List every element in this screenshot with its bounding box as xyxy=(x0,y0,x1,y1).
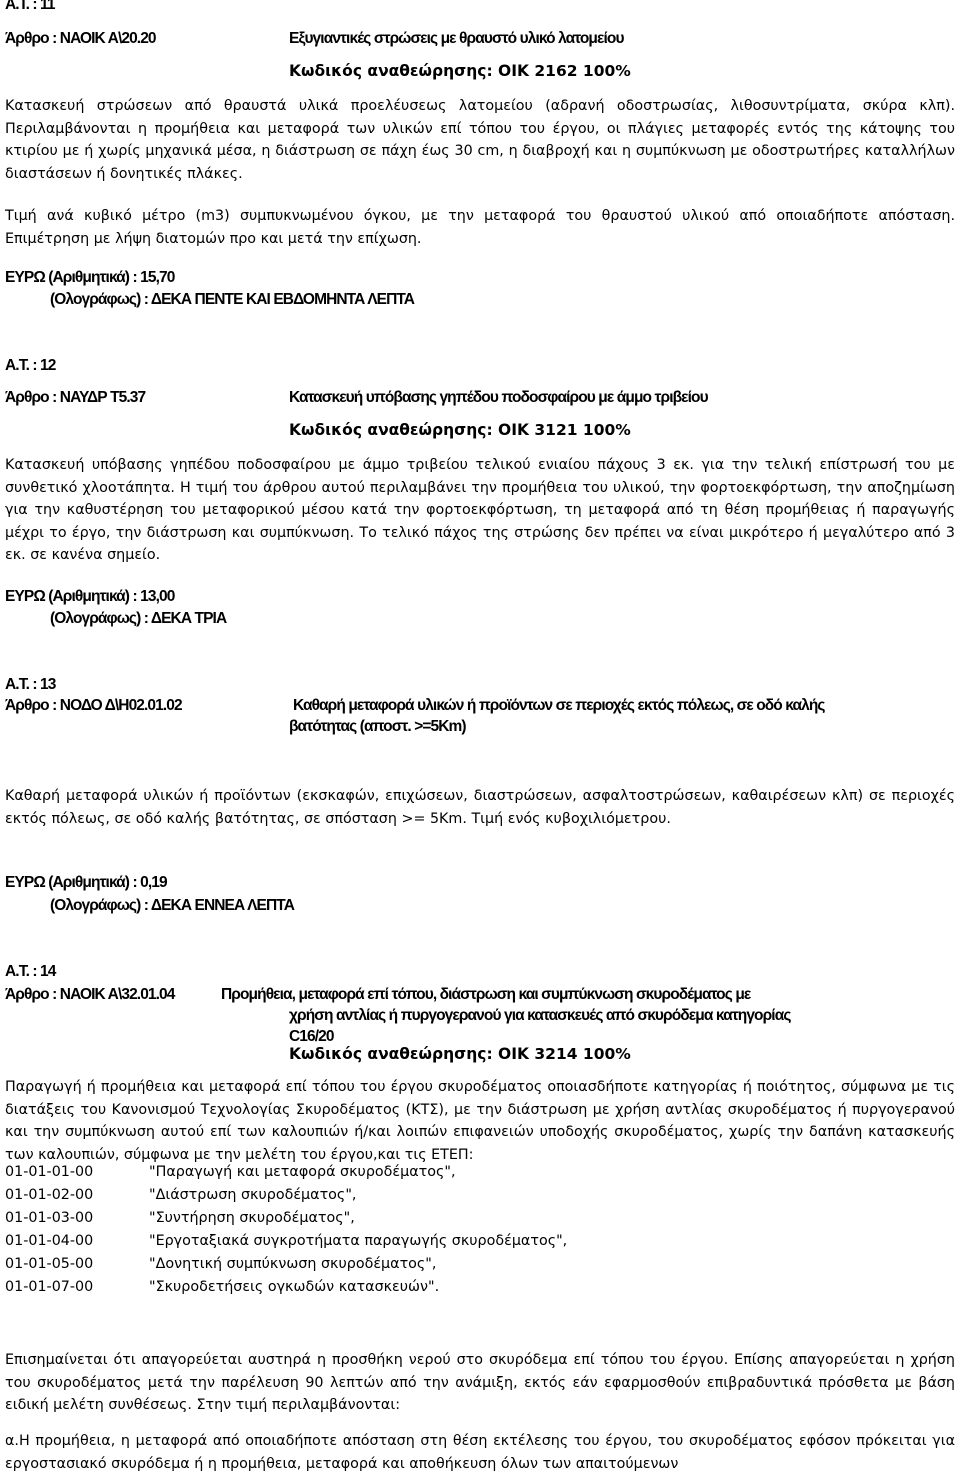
spec-text: "Εργοταξιακά συγκροτήματα παραγωγής σκυροδέματος", xyxy=(149,1233,568,1249)
item-11-description: Κατασκευή στρώσεων από θραυστά υλικά προελέυσεως λατομείου (αδρανή οδοστρωσίας, λιθοσυντρίματα, σκύρα κλπ). Περιλαμβάνονται η προμήθεια και μεταφορά των υλικών επί τόπου του έργου, οι πλάγιες μεταφορές εντός της κάτοψης του κτιρίου με ή χωρίς μηχανικά μέσα, η διάστρωση σε πάχη έως 30 cm, η διαβροχή και η συμπύκνωση με οδοστρωτήρες καταλλήλων διαστάσεων ή δονητικές πλάκες. xyxy=(5,98,955,182)
item-11-revision-code: Κωδικός αναθεώρησης: ΟΙΚ 2162 100% xyxy=(289,62,631,80)
item-13-euro-numeric: ΕΥΡΩ (Αριθμητικά) : 0,19 xyxy=(5,874,167,891)
spec-row xyxy=(5,1230,705,1253)
spec-text: "Συντήρηση σκυροδέματος", xyxy=(149,1210,355,1226)
spec-row xyxy=(5,1207,705,1230)
spec-row xyxy=(5,1276,705,1299)
spec-code: 01-01-05-00 xyxy=(5,1256,94,1272)
item-14-note: Επισημαίνεται ότι απαγορεύεται αυστηρά η προσθήκη νερού στο σκυρόδεμα επί τόπου του έργου. Επίσης απαγορεύεται η χρήση του σκυροδέματος μετά την παρέλευση 90 λεπτών από την ανάμιξη, εκτός εάν εφαρμοσθούν επιβραδυντικά πρόσθετα με βάση ειδική μελέτη συνθέσεως. Στην τιμή περιλαμβάνονται: xyxy=(5,1352,955,1414)
item-12-at: Α.Τ. : 12 xyxy=(5,357,56,374)
item-14-at: Α.Τ. : 14 xyxy=(5,963,56,980)
spec-text: "Διάστρωση σκυροδέματος", xyxy=(149,1187,357,1203)
item-12-title: Κατασκευή υπόβασης γηπέδου ποδοσφαίρου με άμμο τριβείου xyxy=(289,389,708,406)
spec-text: "Παραγωγή και μεταφορά σκυροδέματος", xyxy=(149,1164,456,1180)
item-11-at: Α.Τ. : 11 xyxy=(5,0,55,13)
item-14-title-line-2: χρήση αντλίας ή πυργογερανού για κατασκευές από σκυρόδεμα κατηγορίας xyxy=(289,1007,791,1024)
item-14-specs-list xyxy=(5,1161,705,1299)
item-14-description: Παραγωγή ή προμήθεια και μεταφορά επί τόπου του έργου σκυροδέματος οποιασδήποτε κατηγορίας ή ποιότητος, σύμφωνα με τις διατάξεις του Κανονισμού Τεχνολογίας Σκυροδέματος (ΚΤΣ), με την διάστρωση με χρήση αντλίας σκυροδέματος ή πυργογερανού και την συμπύκνωση αυτού επί των καλουπιών ή/και λοιπών επιφανειών υποδοχής σκυροδέματος, χωρίς την δαπάνη κατασκευής των καλουπιών, σύμφωνα με την μελέτη του έργου,και τις ΕΤΕΠ: xyxy=(5,1079,955,1163)
spec-code: 01-01-07-00 xyxy=(5,1279,94,1295)
item-11-euro-words: (Ολογράφως) : ΔΕΚΑ ΠΕΝΤΕ ΚΑΙ ΕΒΔΟΜΗΝΤΑ ΛΕΠΤΑ xyxy=(50,291,415,308)
spec-text: "Σκυροδετήσεις ογκωδών κατασκευών". xyxy=(149,1279,440,1295)
item-12-revision-code: Κωδικός αναθεώρησης: ΟΙΚ 3121 100% xyxy=(289,421,631,439)
item-12-article: Άρθρο : ΝΑΥΔΡ Τ5.37 xyxy=(5,389,146,406)
spec-text: "Δονητική συμπύκνωση σκυροδέματος", xyxy=(149,1256,437,1272)
item-11-price-note: Τιμή ανά κυβικό μέτρο (m3) συμπυκνωμένου όγκου, με την μεταφορά του θραυστού υλικού από οποιαδήποτε απόσταση. Επιμέτρηση με λήψη διατομών προ και μετά την επίχωση. xyxy=(5,208,955,247)
item-11-euro-numeric: ΕΥΡΩ (Αριθμητικά) : 15,70 xyxy=(5,269,175,286)
spec-code: 01-01-01-00 xyxy=(5,1164,94,1180)
spec-code: 01-01-03-00 xyxy=(5,1210,94,1226)
item-13-title-line-1: Καθαρή μεταφορά υλικών ή προϊόντων σε περιοχές εκτός πόλεως, σε οδό καλής xyxy=(293,697,825,714)
item-12-description: Κατασκευή υπόβασης γηπέδου ποδοσφαίρου με άμμο τριβείου τελικού ενιαίου πάχους 3 εκ. για την τελική επίστρωσή του με συνθετικό χλοοτάπητα. Η τιμή του άρθρου αυτού περιλαμβάνει την προμήθεια του υλικού, την φορτοεκφόρτωση, την αποζημίωση για την καθυστέρηση του μεταφορικού μέσου κατά την φορτοεκφόρτωση, τη μεταφορά από τη θέση προμήθειας ή παραγωγής μέχρι το έργο, την διάστρωση και συμπύκνωση. Το τελικό πάχος της στρώσης δεν πρέπει να είναι μικρότερο ή μεγαλύτερο από 3 εκ. σε κανένα σημείο. xyxy=(5,457,955,564)
item-13-article: Άρθρο : ΝΟΔΟ Δ\Η02.01.02 xyxy=(5,697,182,714)
item-13-at: Α.Τ. : 13 xyxy=(5,676,56,693)
item-14-title-line-3: C16/20 xyxy=(289,1028,334,1045)
spec-row xyxy=(5,1253,705,1276)
item-12-euro-numeric: ΕΥΡΩ (Αριθμητικά) : 13,00 xyxy=(5,588,175,605)
item-14-title-line-1: Προμήθεια, μεταφορά επί τόπου, διάστρωση και συμπύκνωση σκυροδέματος με xyxy=(221,986,751,1003)
spec-row xyxy=(5,1184,705,1207)
item-13-euro-words: (Ολογράφως) : ΔΕΚΑ ΕΝΝΕΑ ΛΕΠΤΑ xyxy=(50,897,295,914)
spec-row xyxy=(5,1161,705,1184)
item-14-revision-code: Κωδικός αναθεώρησης: ΟΙΚ 3214 100% xyxy=(289,1045,631,1063)
item-13-title-line-2: βατότητας (αποστ. >=5Km) xyxy=(289,718,466,735)
spec-code: 01-01-04-00 xyxy=(5,1233,94,1249)
item-14-article: Άρθρο : ΝΑΟΙΚ Α\32.01.04 xyxy=(5,986,175,1003)
item-12-euro-words: (Ολογράφως) : ΔΕΚΑ ΤΡΙΑ xyxy=(50,610,227,627)
item-14-point-a: α.Η προμήθεια, η μεταφορά από οποιαδήποτε απόσταση στη θέση εκτέλεσης του έργου, του σκυροδέματος εφόσον πρόκειται για εργοστασιακό σκυρόδεμα ή η προμήθεια, μεταφορά και αποθήκευση όλων των απαιτούμενων xyxy=(5,1433,955,1472)
item-11-article: Άρθρο : ΝΑΟΙΚ Α\20.20 xyxy=(5,30,156,47)
spec-code: 01-01-02-00 xyxy=(5,1187,94,1203)
item-13-description: Καθαρή μεταφορά υλικών ή προϊόντων (εκσκαφών, επιχώσεων, διαστρώσεων, ασφαλτοστρώσεων, καθαιρέσεων κλπ) σε περιοχές εκτός πόλεως, σε οδό καλής βατότητας, σε σπόσταση >= 5Km. Τιμή ενός κυβοχιλιόμετρου. xyxy=(5,788,955,827)
item-11-title: Εξυγιαντικές στρώσεις με θραυστό υλικό λατομείου xyxy=(289,30,624,47)
